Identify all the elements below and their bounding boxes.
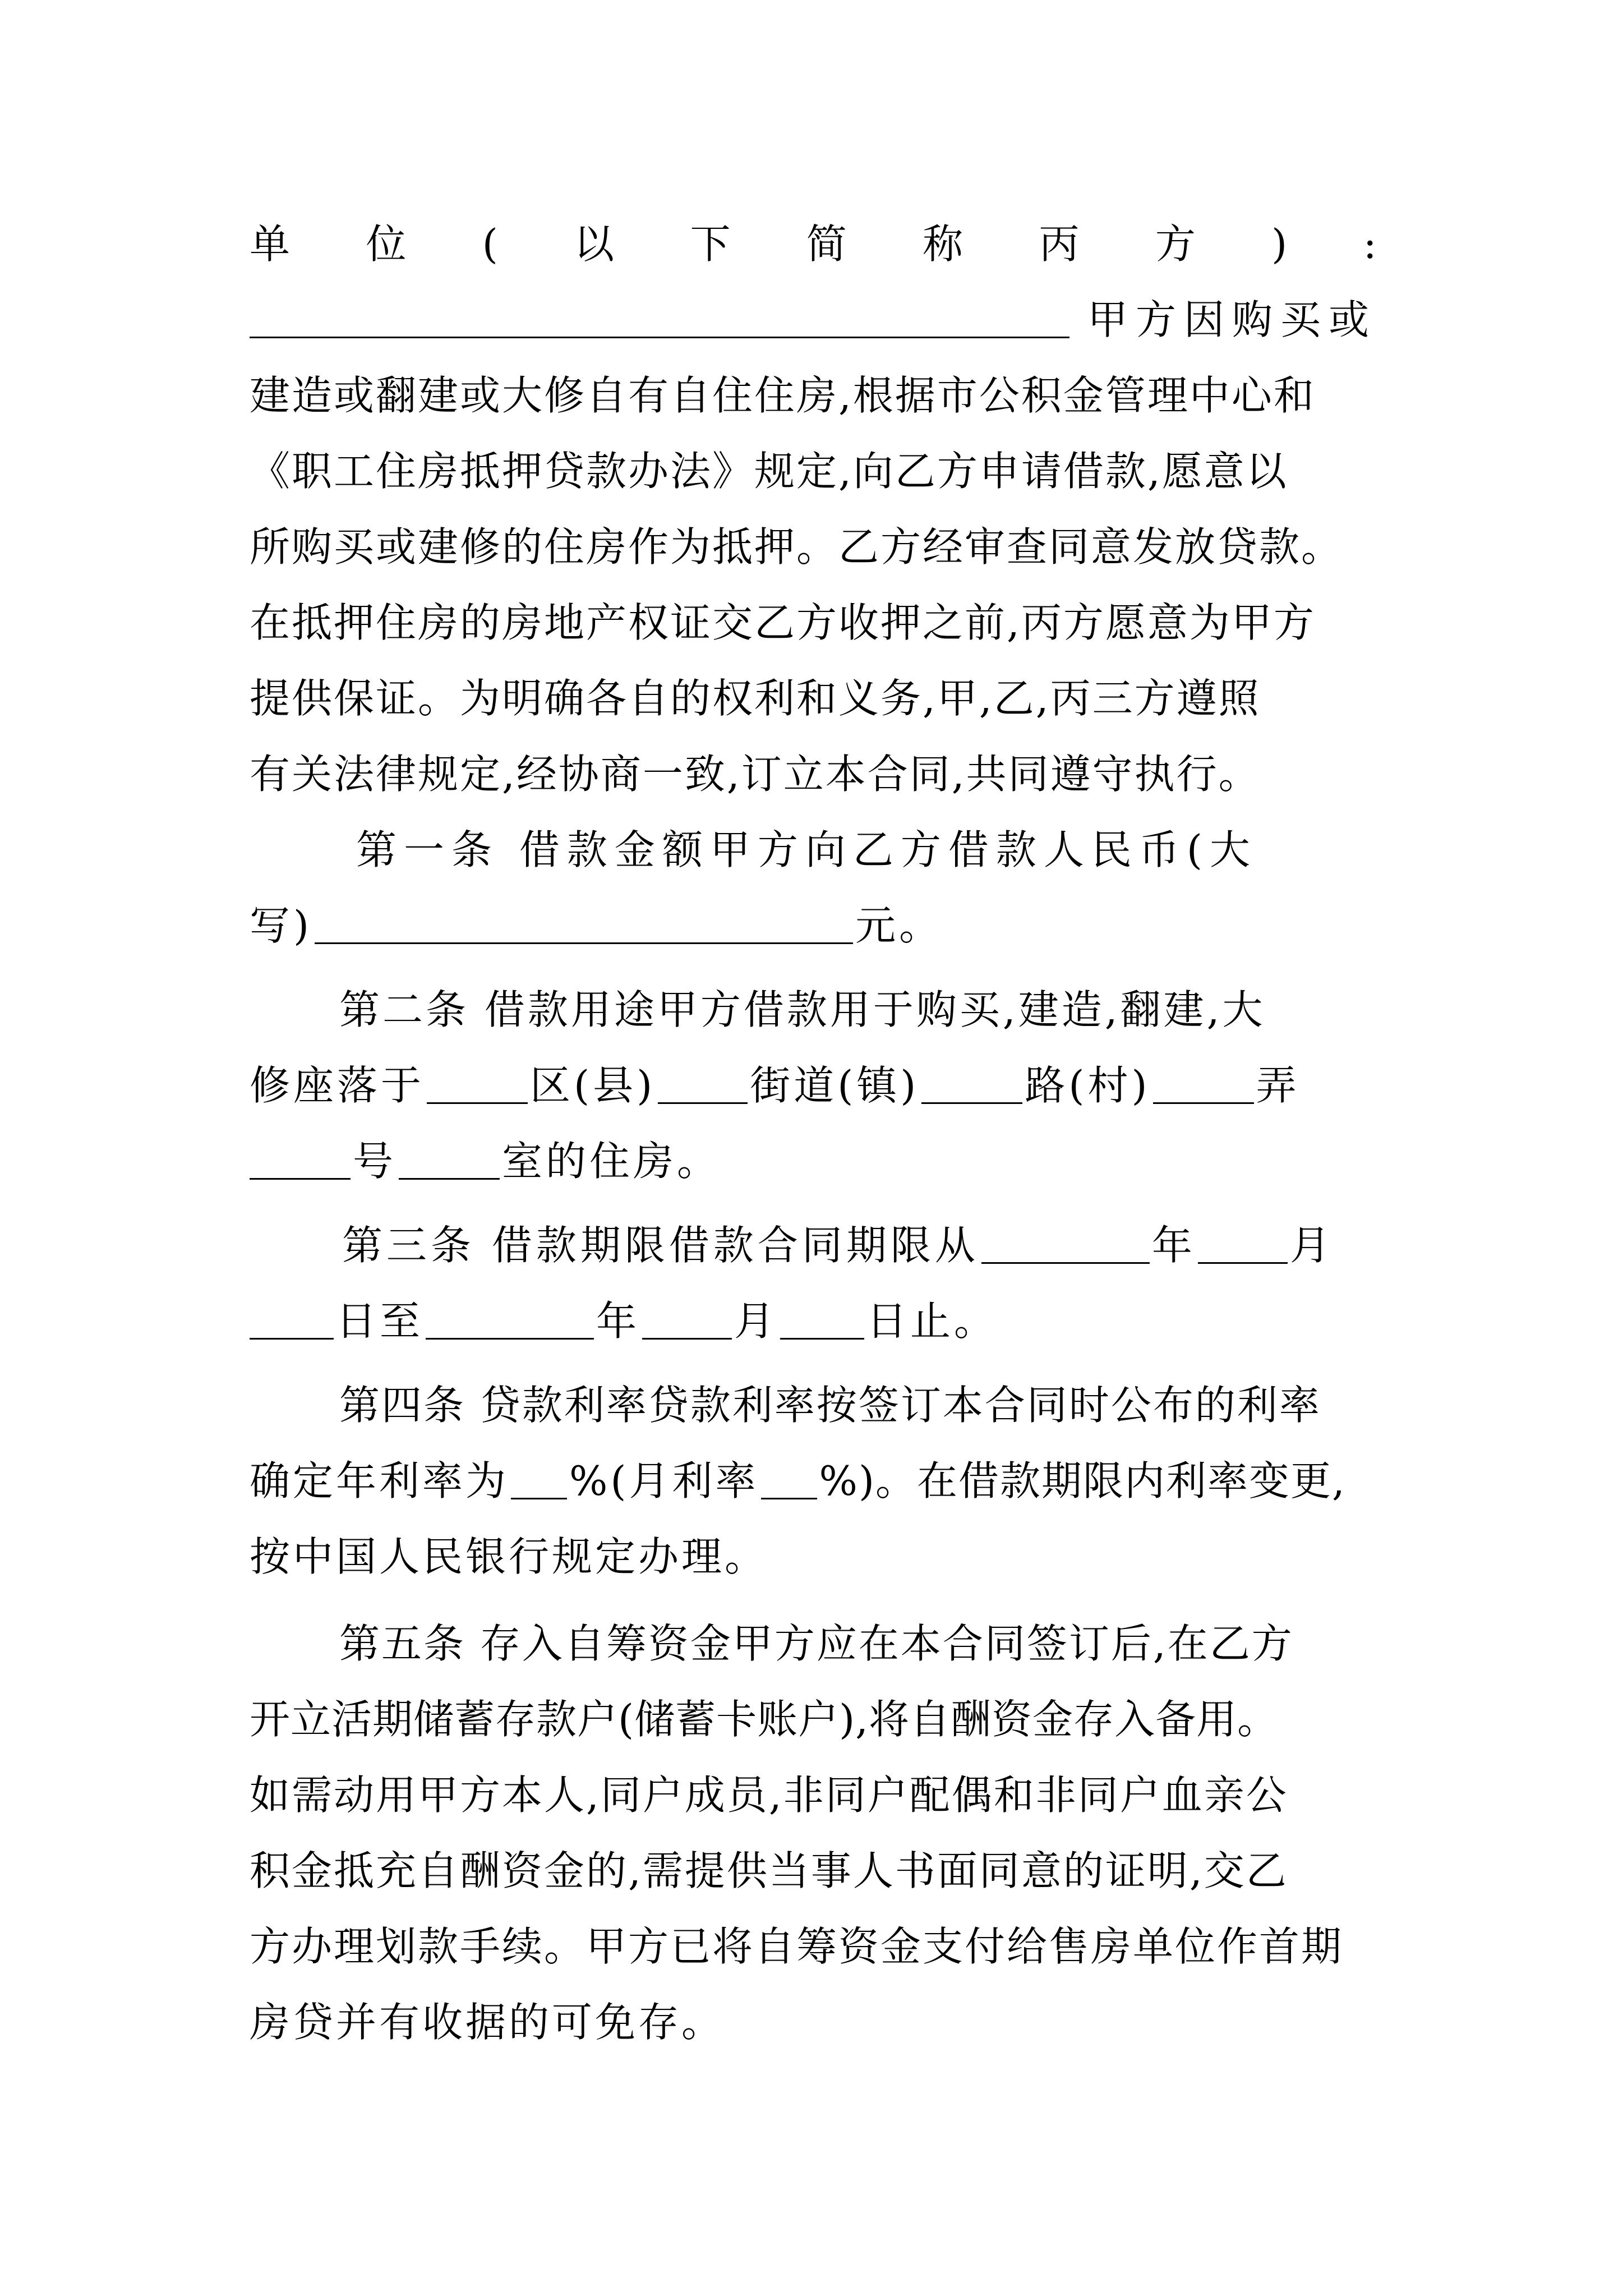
- text-segment: 路(村): [1025, 1062, 1151, 1109]
- text-segment: %(月利率: [569, 1457, 759, 1504]
- road-blank: [921, 1068, 1022, 1104]
- district-blank: [427, 1068, 528, 1104]
- text-segment: 所购买或建修的住房作为抵押。乙方经审查同意发放贷款。: [250, 523, 1344, 570]
- text-char: 下: [690, 220, 731, 268]
- text-segment: 第三条 借款期限借款合同期限从: [342, 1222, 979, 1269]
- end-day-blank: [780, 1303, 864, 1340]
- text-segment: 年: [596, 1297, 640, 1345]
- text-segment: 在抵押住房的房地产权证交乙方收押之前,丙方愿意为甲方: [250, 599, 1316, 646]
- text-char: 简: [806, 220, 847, 268]
- article-1-heading: [250, 811, 1377, 889]
- article-4-note-line: [250, 1517, 1377, 1596]
- article-2-address-line: [250, 1046, 1377, 1125]
- text-segment: 如需动用甲方本人,同户成员,非同户配偶和非同户血亲公: [250, 1772, 1288, 1819]
- body-line: [250, 1680, 1377, 1759]
- text-segment: 月: [1289, 1222, 1334, 1269]
- body-line: [250, 1756, 1377, 1834]
- text-segment: 方办理划款手续。甲方已将自筹资金支付给售房单位作首期: [250, 1923, 1344, 1970]
- text-char: 以: [574, 220, 615, 268]
- monthly-rate-blank: [761, 1463, 817, 1499]
- end-month-blank: [642, 1303, 732, 1340]
- article-4-heading: [250, 1366, 1377, 1444]
- body-line: [250, 432, 1377, 510]
- article-3-period-line: [250, 1206, 1377, 1285]
- article-2-heading: [250, 970, 1377, 1049]
- body-line: [250, 1832, 1377, 1910]
- text-segment: %)。在借款期限内利率变更,: [819, 1457, 1346, 1504]
- text-segment: 室的住房。: [502, 1138, 721, 1185]
- text-segment: 第五条 存入自筹资金甲方应在本合同签订后,在乙方: [339, 1620, 1294, 1667]
- text-char: 丙: [1039, 220, 1080, 268]
- text-segment: 写): [250, 902, 313, 949]
- text-char: 称: [923, 220, 963, 268]
- text-segment: 月: [734, 1297, 778, 1345]
- article-1-amount-line: [250, 886, 1377, 965]
- text-segment: 房贷并有收据的可免存。: [250, 1999, 725, 2046]
- text-segment: 号: [353, 1138, 397, 1185]
- text-segment: 日止。: [866, 1297, 998, 1345]
- party-c-name-blank: [250, 302, 1069, 338]
- street-blank: [658, 1068, 748, 1104]
- lane-blank: [1153, 1068, 1254, 1104]
- party-c-line: [250, 205, 1377, 283]
- number-blank: [250, 1143, 351, 1180]
- amount-blank: [315, 908, 853, 944]
- text-segment: 提供保证。为明确各自的权利和义务,甲,乙,丙三方遵照: [250, 675, 1261, 722]
- text-char: (: [482, 220, 498, 268]
- text-segment: 《职工住房抵押贷款办法》规定,向乙方申请借款,愿意以: [250, 448, 1288, 495]
- text-char: ): [1271, 220, 1288, 268]
- text-char: :: [1363, 220, 1377, 268]
- body-line: [250, 735, 1377, 813]
- text-segment: 年: [1151, 1222, 1196, 1269]
- text-segment: 第一条 借款金额甲方向乙方借款人民币(大: [356, 826, 1257, 873]
- text-segment: 第二条 借款用途甲方借款用于购买,建造,翻建,大: [339, 986, 1266, 1033]
- start-month-blank: [1198, 1227, 1288, 1264]
- body-line: [250, 356, 1377, 435]
- text-segment: 建造或翻建或大修自有自住住房,根据市公积金管理中心和: [250, 372, 1316, 419]
- annual-rate-blank: [511, 1463, 567, 1499]
- end-year-blank: [426, 1303, 594, 1340]
- text-segment: 开立活期储蓄存款户(储蓄卡账户),将自酬资金存入备用。: [250, 1696, 1279, 1743]
- text-char: 位: [366, 220, 407, 268]
- text-segment: 区(县): [530, 1062, 656, 1109]
- body-line: [250, 659, 1377, 738]
- text-segment: 按中国人民银行规定办理。: [250, 1533, 768, 1580]
- body-line: [250, 1907, 1377, 1986]
- article-4-rate-line: [250, 1442, 1377, 1520]
- party-c-name-line: [250, 280, 1377, 359]
- room-blank: [399, 1143, 500, 1180]
- start-day-blank: [250, 1303, 334, 1340]
- text-char: 单: [250, 220, 291, 268]
- text-segment: 弄: [1256, 1062, 1300, 1109]
- text-segment: 有关法律规定,经协商一致,订立本合同,共同遵守执行。: [250, 751, 1261, 798]
- article-2-room-line: [250, 1122, 1377, 1200]
- text-segment: 修座落于: [250, 1062, 425, 1109]
- text-segment: 第四条 贷款利率贷款利率按签订本合同时公布的利率: [339, 1382, 1321, 1429]
- text-segment: 确定年利率为: [250, 1457, 509, 1504]
- text-char: 方: [1155, 220, 1196, 268]
- article-3-end-line: [250, 1282, 1377, 1360]
- text-segment: 日至: [336, 1297, 424, 1345]
- text-segment: 街道(镇): [750, 1062, 920, 1109]
- start-year-blank: [981, 1227, 1150, 1264]
- body-line: [250, 583, 1377, 662]
- text-segment: 元。: [855, 902, 943, 949]
- body-line: [250, 508, 1377, 586]
- article-5-heading: [250, 1604, 1377, 1683]
- body-line: [250, 1983, 1377, 2062]
- text-segment: 甲方因购买或: [1087, 296, 1377, 343]
- text-segment: 积金抵充自酬资金的,需提供当事人书面同意的证明,交乙: [250, 1847, 1288, 1894]
